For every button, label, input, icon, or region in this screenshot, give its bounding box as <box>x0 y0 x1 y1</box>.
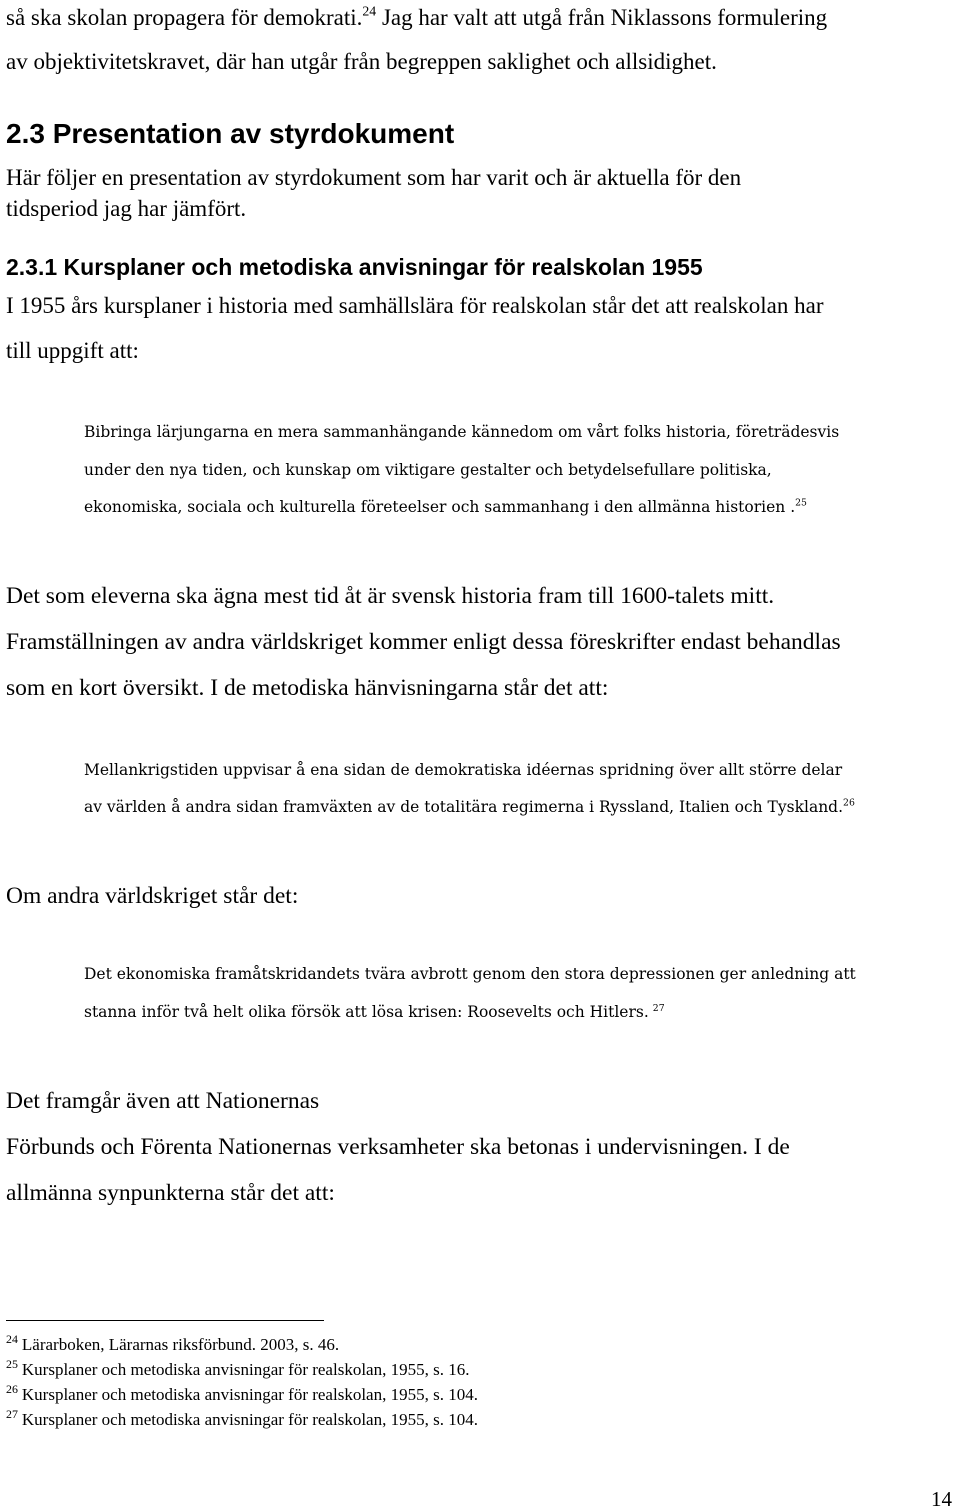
block-quote-line: Det ekonomiska framåtskridandets tvära avbrott genom den stora depressionen ger anledning att <box>84 965 856 983</box>
footnote-separator <box>6 1320 324 1321</box>
block-quote-line: under den nya tiden, och kunskap om viktigare gestalter och betydelsefullare politiska, <box>84 461 772 479</box>
block-quote-line <box>84 796 855 818</box>
body-text-line: Framställningen av andra världskriget kommer enligt dessa föreskrifter endast behandlas <box>6 629 841 655</box>
body-text-line: I 1955 års kursplaner i historia med samhällslära för realskolan står det att realskolan har <box>6 293 824 318</box>
section-heading: 2.3 Presentation av styrdokument <box>6 118 455 149</box>
body-text-line: Det framgår även att Nationernas <box>6 1088 320 1114</box>
body-text-line: Om andra världskriget står det: <box>6 883 299 909</box>
text-span: Jag har valt att utgå från Niklassons formulering <box>376 5 828 30</box>
block-quote-line <box>84 1001 665 1023</box>
footnote-number: 26 <box>6 1381 18 1396</box>
block-quote-line: Bibringa lärjungarna en mera sammanhängande kännedom om vårt folks historia, företrädesvis <box>84 423 840 441</box>
body-text-line: av objektivitetskravet, där han utgår från begreppen saklighet och allsidighet. <box>6 49 717 74</box>
body-text-line: tidsperiod jag har jämfört. <box>6 196 247 221</box>
footnote <box>6 1381 478 1405</box>
footnote-number: 27 <box>6 1406 18 1421</box>
text-span: av världen å andra sidan framväxten av de totalitära regimerna i Ryssland, Italien och Tyskland. <box>84 798 844 816</box>
body-text-line: allmänna synpunkterna står det att: <box>6 1180 335 1206</box>
text-span: ekonomiska, sociala och kulturella företeelser och sammanhang i den allmänna historien . <box>84 498 796 516</box>
body-text-line: Det som eleverna ska ägna mest tid åt är svensk historia fram till 1600-talets mitt. <box>6 583 775 609</box>
footnote-text: Kursplaner och metodiska anvisningar för realskolan, 1955, s. 16. <box>21 1360 470 1379</box>
footnote <box>6 1356 470 1380</box>
footnote-text: Kursplaner och metodiska anvisningar för realskolan, 1955, s. 104. <box>21 1385 478 1404</box>
body-text-line: som en kort översikt. I de metodiska hänvisningarna står det att: <box>6 675 609 701</box>
footnote-text: Lärarboken, Lärarnas riksförbund. 2003, s. 46. <box>21 1335 340 1354</box>
footnote-ref: 27 <box>652 1002 665 1014</box>
block-quote-line: Mellankrigstiden uppvisar å ena sidan de demokratiska idéernas spridning över allt större delar <box>84 761 843 779</box>
footnote-number: 24 <box>6 1331 18 1346</box>
body-text-line: Förbunds och Förenta Nationernas verksamheter ska betonas i undervisningen. I de <box>6 1134 790 1160</box>
footnote-ref: 26 <box>843 797 855 809</box>
subsection-heading: 2.3.1 Kursplaner och metodiska anvisningar för realskolan 1955 <box>6 254 703 280</box>
body-text-line: Här följer en presentation av styrdokument som har varit och är aktuella för den <box>6 165 742 190</box>
footnote <box>6 1331 340 1355</box>
block-quote-line <box>84 496 807 518</box>
footnote-text: Kursplaner och metodiska anvisningar för realskolan, 1955, s. 104. <box>21 1410 478 1429</box>
footnote-ref: 25 <box>795 497 807 509</box>
footnote <box>6 1406 478 1430</box>
text-span: så ska skolan propagera för demokrati. <box>6 5 363 30</box>
footnote-ref: 24 <box>362 3 377 19</box>
page-number: 14 <box>931 1487 952 1511</box>
text-span: stanna inför två helt olika försök att lösa krisen: Roosevelts och Hitlers. <box>84 1003 649 1021</box>
body-text-line: till uppgift att: <box>6 338 139 363</box>
footnote-number: 25 <box>6 1356 18 1371</box>
body-text-line <box>6 4 827 32</box>
